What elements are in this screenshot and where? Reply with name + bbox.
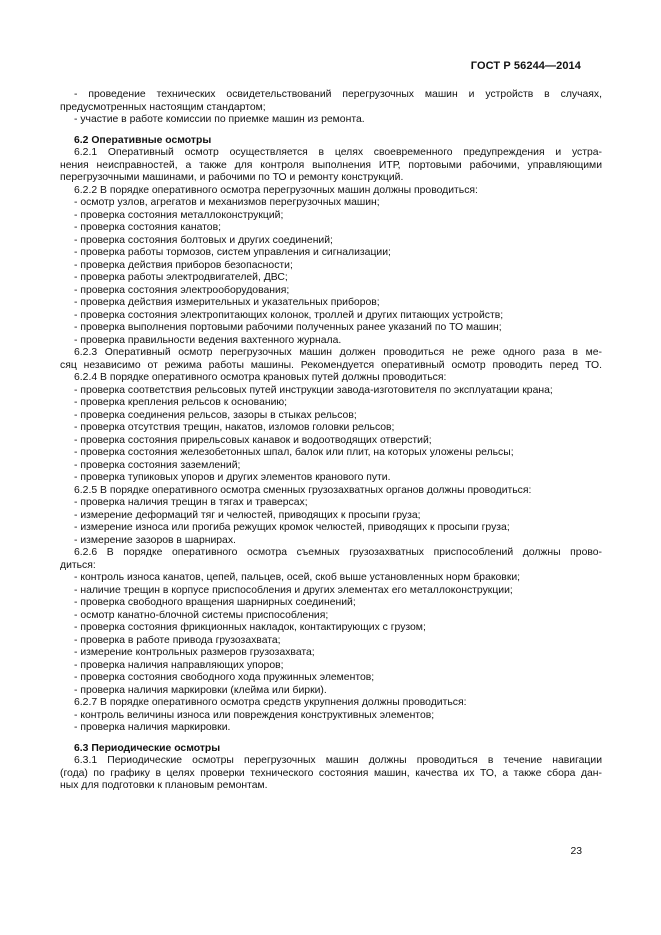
section-heading: 6.2 Оперативные осмотры (74, 134, 212, 146)
text-line: 6.2.3 Оперативный осмотр перегрузочных машин должен проводиться не реже одного раза в ме- (74, 347, 602, 358)
text-line: - проверка состояния электрооборудования; (74, 284, 290, 296)
text-line: - проверка свободного вращения шарнирных соединений; (74, 597, 356, 608)
text-line: - измерение износа или прогиба режущих кромок челюстей, приводящих к просыпи груза; (74, 522, 510, 533)
document-body (60, 89, 602, 793)
text-line: - проверка соединения рельсов, зазоры в стыках рельсов; (74, 409, 357, 421)
text-line: 6.2.2 В порядке оперативного осмотра перегрузочных машин должны проводиться: (74, 184, 478, 196)
text-line: - проверка состояния металлоконструкций; (74, 209, 284, 221)
text-line: - проверка работы электродвигателей, ДВС; (74, 272, 288, 283)
text-line: - проверка выполнения портовыми рабочими полученных ранее указаний по ТО машин; (74, 322, 502, 333)
section-heading: 6.3 Периодические осмотры (74, 742, 221, 754)
text-line: сяц независимо от режима работы машины. Рекомендуется оперативный осмотр проводить перед ТО. (60, 359, 602, 371)
text-line: 6.2.6 В порядке оперативного осмотра съемных грузозахватных приспособлений должны прово- (74, 547, 602, 558)
text-line: - проверка состояния железобетонных шпал, балок или плит, на которых уложены рельсы; (74, 447, 514, 458)
text-line: - проверка состояния прирельсовых канавок и водоотводящих отверстий; (74, 434, 432, 446)
text-line: - измерение зазоров в шарнирах. (74, 534, 236, 546)
text-line: - проверка наличия маркировки (клейма или бирки). (74, 684, 327, 696)
paragraph-gap (60, 127, 602, 135)
text-line: - проверка состояния канатов; (74, 222, 221, 233)
text-line: 6.2.4 В порядке оперативного осмотра крановых путей должны проводиться: (74, 372, 447, 383)
text-line: - проведение технических освидетельствований перегрузочных машин и устройств в случаях, (74, 89, 602, 100)
text-line: 6.2.1 Оперативный осмотр осуществляется в целях своевременного предупреждения и устра- (74, 147, 602, 158)
text-line: - проверка действия измерительных и указательных приборов; (74, 297, 380, 308)
text-line: - проверка работы тормозов, систем управления и сигнализации; (74, 247, 391, 258)
text-line: - проверка наличия трещин в тягах и траверсах; (74, 497, 308, 508)
text-line: - проверка наличия направляющих упоров; (74, 659, 284, 671)
text-line: - контроль величины износа или повреждения конструктивных элементов; (74, 709, 435, 721)
text-line: предусмотренных настоящим стандартом; (60, 101, 266, 113)
text-line: - проверка состояния болтовых и других соединений; (74, 234, 333, 246)
text-line: - проверка наличия маркировки. (74, 722, 231, 733)
text-line: - проверка отсутствия трещин, накатов, изломов головки рельсов; (74, 422, 395, 433)
text-line: - проверка соответствия рельсовых путей инструкции завода-изготовителя по эксплуатации крана; (74, 384, 553, 396)
text-line: - проверка состояния фрикционных накладок, контактирующих с грузом; (74, 622, 426, 633)
text-line: - наличие трещин в корпусе приспособления и других элементах его металлоконструкции; (74, 584, 513, 596)
page-number: 23 (570, 846, 582, 857)
text-line: диться: (60, 559, 96, 571)
text-line: - проверка состояния заземлений; (74, 459, 241, 471)
text-line: - осмотр узлов, агрегатов и механизмов перегрузочных машин; (74, 197, 380, 208)
text-line: - проверка крепления рельсов к основанию; (74, 397, 288, 408)
text-line: 6.3.1 Периодические осмотры перегрузочных машин должны проводиться в течение навигации (74, 755, 602, 766)
text-line: ных для подготовки к плановым ремонтам. (60, 780, 268, 791)
text-line: нения неисправностей, а также для контроля выполнения ИТР, портовыми рабочими, управляющими (60, 159, 602, 171)
text-line: 6.2.7 В порядке оперативного осмотра средств укрупнения должны проводиться: (74, 697, 467, 708)
text-line: - проверка состояния свободного хода пружинных элементов; (74, 672, 375, 683)
text-line: - участие в работе комиссии по приемке машин из ремонта. (74, 114, 365, 125)
text-line: (года) по графику в целях проверки технического состояния машин, качества их ТО, а также сбора дан- (60, 767, 602, 779)
standard-number: ГОСТ Р 56244—2014 (470, 60, 581, 72)
text-line: - измерение контрольных размеров грузозахвата; (74, 647, 315, 658)
paragraph-gap (60, 735, 602, 743)
text-line: - проверка состояния электропитающих колонок, троллей и других питающих устройств; (74, 309, 504, 321)
text-line: перегрузочными машинами, и рабочими по ТО и ремонту конструкций. (60, 172, 404, 183)
text-line: - осмотр канатно-блочной системы приспособления; (74, 609, 329, 621)
text-line: - контроль износа канатов, цепей, пальцев, осей, скоб выше установленных норм браковки; (74, 572, 521, 583)
text-line: 6.2.5 В порядке оперативного осмотра сменных грузозахватных органов должны проводиться: (74, 484, 532, 496)
text-line: - проверка в работе привода грузозахвата; (74, 634, 281, 646)
text-line: - проверка действия приборов безопасности; (74, 259, 293, 271)
text-line: - измерение деформаций тяг и челюстей, приводящих к просыпи груза; (74, 509, 421, 521)
text-line: - проверка правильности ведения вахтенного журнала. (74, 334, 342, 346)
text-line: - проверка тупиковых упоров и других элементов кранового пути. (74, 472, 391, 483)
